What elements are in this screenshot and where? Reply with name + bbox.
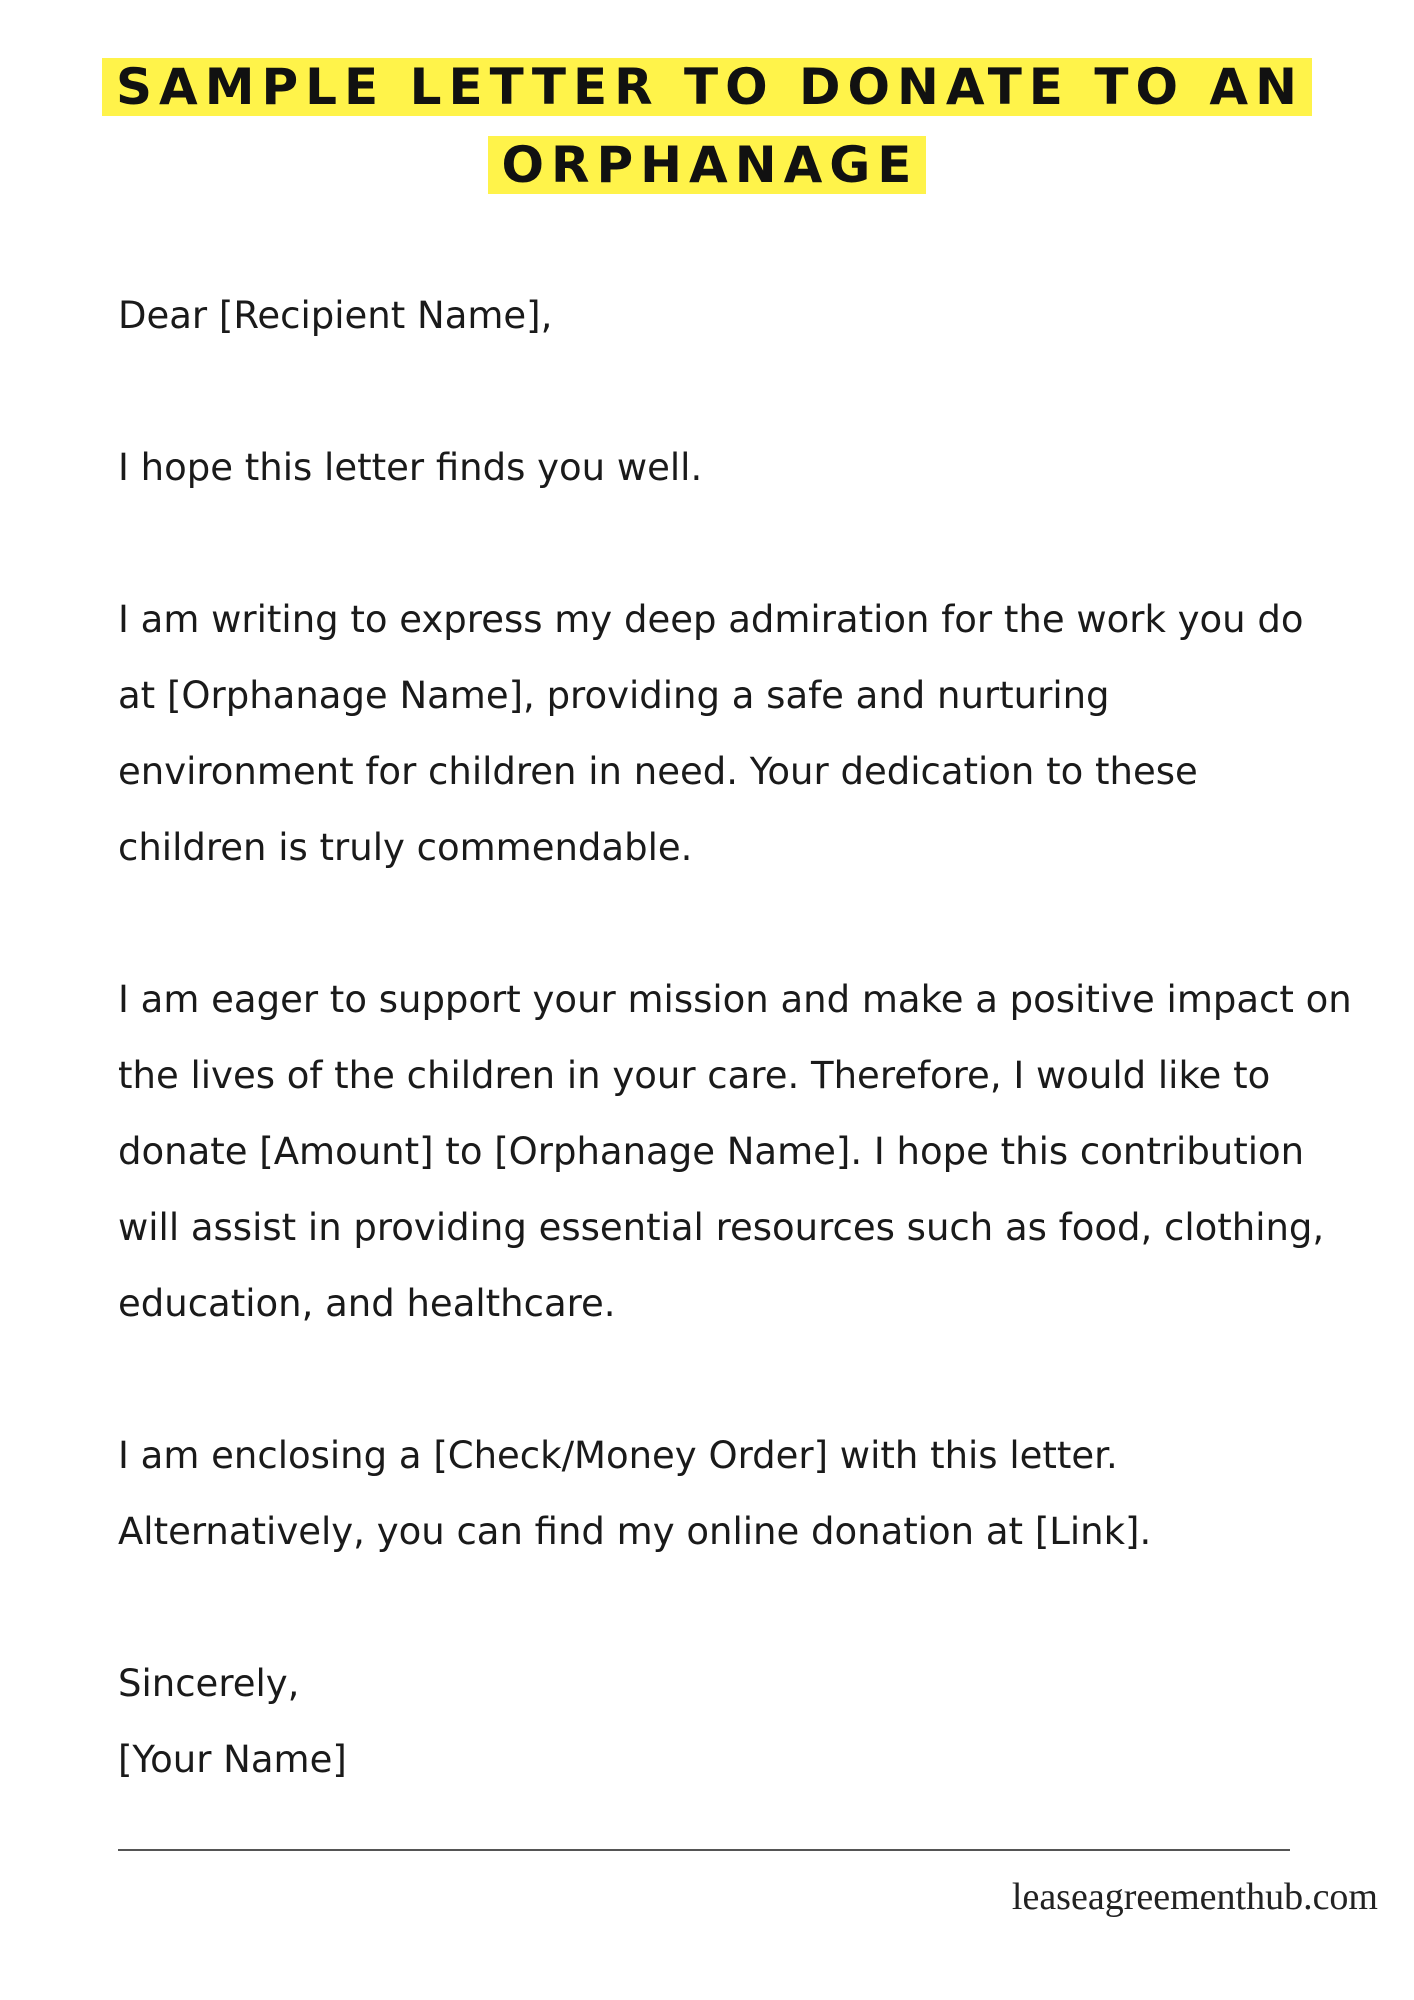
title-line-1: SAMPLE LETTER TO DONATE TO AN [102, 58, 1312, 116]
document-title [0, 48, 1414, 204]
letter-greeting: Dear [Recipient Name], [118, 294, 553, 337]
letter-closing: Sincerely, [118, 1662, 300, 1705]
letter-paragraph: I hope this letter finds you well. [118, 446, 703, 489]
signature-line [118, 1849, 1290, 1851]
letter-body [118, 278, 1358, 1798]
letter-paragraph: I am writing to express my deep admiration for the work you do at [Orphanage Name], providing a safe and nurturing environment for children in need. Your dedication to these children is truly commendable. [118, 598, 1304, 869]
title-line-2: ORPHANAGE [488, 136, 927, 194]
letter-signature: [Your Name] [118, 1738, 347, 1781]
letter-paragraph: I am enclosing a [Check/Money Order] with this letter. Alternatively, you can find my online donation at [Link]. [118, 1434, 1152, 1553]
letter-paragraph: I am eager to support your mission and make a positive impact on the lives of the children in your care. Therefore, I would like to donate [Amount] to [Orphanage Name]. I hope this contribution will assist in providing essential resources such as food, clothing, education, and healthcare. [118, 978, 1352, 1325]
footer-website: leaseagreementhub.com [1011, 1876, 1378, 1918]
